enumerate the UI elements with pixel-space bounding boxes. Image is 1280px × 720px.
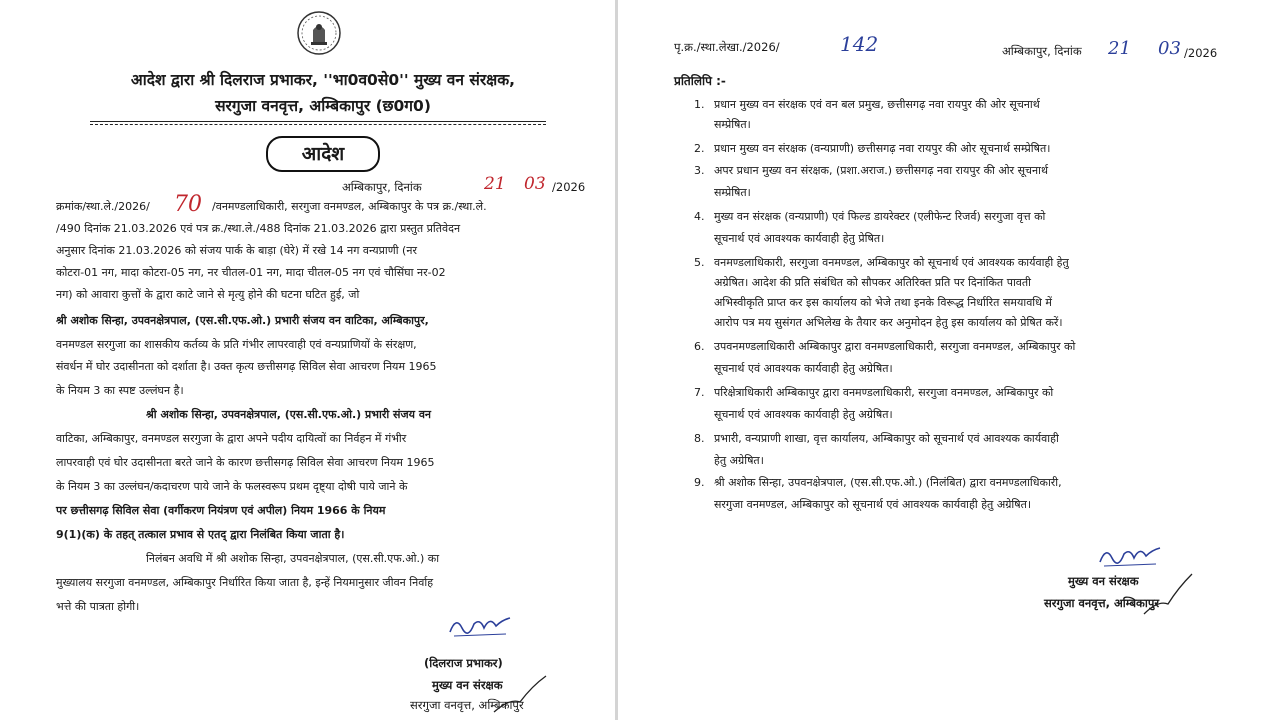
body-line: अनुसार दिनांक 21.03.2026 को संजय पार्क के बाड़ा (घेरे) में रखे 14 नग वन्यप्राणी (नर <box>56 244 417 257</box>
body-line: कोटरा-01 नग, मादा कोटरा-05 नग, नर चीतल-01 नग, मादा चीतल-05 नग एवं चौसिंघा नर-02 <box>56 266 446 279</box>
copy-page <box>620 0 1280 720</box>
copy-ref-number: 142 <box>840 32 879 56</box>
copy-item-number: 4. <box>694 210 705 223</box>
copy-item-line: सूचनार्थ एवं आवश्यक कार्यवाही हेतु अग्रेषित। <box>714 362 893 375</box>
copy-item-line: श्री अशोक सिन्हा, उपवनक्षेत्रपाल, (एस.सी.एफ.ओ.) (निलंबित) द्वारा वनमण्डलाधिकारी, <box>714 476 1062 489</box>
para2-line: के नियम 3 का उल्लंघन/कदाचरण पाये जाने के फलस्वरूप प्रथम दृष्ट्या दोषी पाये जाने के <box>56 480 408 493</box>
signatory-title: मुख्य वन संरक्षक <box>432 678 503 692</box>
signatory-name: (दिलराज प्रभाकर) <box>424 656 503 670</box>
copy-item-line: सम्प्रेषित। <box>714 118 751 131</box>
para2-line: वाटिका, अम्बिकापुर, वनमण्डल सरगुजा के द्वारा अपने पदीय दायित्वों का निर्वहन में गंभीर <box>56 432 407 445</box>
body-line: के नियम 3 का स्पष्ट उल्लंघन है। <box>56 384 184 397</box>
order-date-prefix: अम्बिकापुर, दिनांक <box>342 180 422 194</box>
para2-line: श्री अशोक सिन्हा, उपवनक्षेत्रपाल, (एस.सी.एफ.ओ.) प्रभारी संजय वन <box>146 408 432 421</box>
initials-icon <box>1140 570 1196 620</box>
order-date-day: 21 <box>484 174 506 194</box>
copy-item-line: हेतु अग्रेषित। <box>714 454 764 467</box>
order-ref-prefix: क्रमांक/स्था.ले./2026/ <box>56 200 150 213</box>
page-divider <box>615 0 618 720</box>
copy-date-year: /2026 <box>1184 46 1218 60</box>
order-header-line-2: सरगुजा वनवृत्त, अम्बिकापुर (छ0ग0) <box>215 97 431 115</box>
header-rule <box>90 121 546 122</box>
order-date-year: /2026 <box>552 180 586 194</box>
copy-date-day: 21 <box>1108 38 1131 59</box>
state-emblem-icon <box>296 10 342 56</box>
body-line: नग) को आवारा कुत्तों के द्वारा काटे जाने से मृत्यु होने की घटना घटित हुई, जो <box>56 288 360 301</box>
body-line: वनमण्डल सरगुजा का शासकीय कर्तव्य के प्रति गंभीर लापरवाही एवं वन्यप्राणियों के संरक्षण, <box>56 338 417 351</box>
copy-date-month: 03 <box>1158 38 1181 59</box>
copy-item-line: अपर प्रधान मुख्य वन संरक्षक, (प्रशा.अराज.) छत्तीसगढ़ नवा रायपुर की ओर सूचनार्थ <box>714 164 1049 177</box>
body-line: संवर्धन में घोर उदासीनता को दर्शाता है। उक्त कृत्य छत्तीसगढ़ सिविल सेवा आचरण नियम 1965 <box>56 360 437 373</box>
para3-line: निलंबन अवधि में श्री अशोक सिन्हा, उपवनक्षेत्रपाल, (एस.सी.एफ.ओ.) का <box>146 552 440 565</box>
order-date-month: 03 <box>524 174 546 194</box>
order-title: आदेश <box>266 136 380 172</box>
copy-signatory-title: मुख्य वन संरक्षक <box>1068 574 1139 588</box>
copy-item-line: मुख्य वन संरक्षक (वन्यप्राणी) एवं फिल्ड डायरेक्टर (एलीफेन्ट रिजर्व) सरगुजा वृत्त को <box>714 210 1046 223</box>
copy-item-number: 8. <box>694 432 705 445</box>
copy-item-number: 1. <box>694 98 705 111</box>
copy-item-line: सूचनार्थ एवं आवश्यक कार्यवाही हेतु प्रेषित। <box>714 232 885 245</box>
copy-item-line: अभिस्वीकृति प्राप्त कर इस कार्यालय को भेजे तथा इनके विरूद्ध निर्धारित समयावधि में <box>714 296 1052 309</box>
copy-item-line: प्रधान मुख्य वन संरक्षक (वन्यप्राणी) छत्तीसगढ़ नवा रायपुर की ओर सूचनार्थ सम्प्रेषित। <box>714 142 1051 155</box>
copy-item-line: प्रभारी, वन्यप्राणी शाखा, वृत्त कार्यालय, अम्बिकापुर को सूचनार्थ एवं आवश्यक कार्यवाही <box>714 432 1059 445</box>
para2-line: 9(1)(क) के तहत् तत्काल प्रभाव से एतद् द्वारा निलंबित किया जाता है। <box>56 528 345 541</box>
copy-item-line: परिक्षेत्राधिकारी अम्बिकापुर द्वारा वनमण्डलाधिकारी, सरगुजा वनमण्डल, अम्बिकापुर को <box>714 386 1054 399</box>
body-line: /490 दिनांक 21.03.2026 एवं पत्र क्र./स्था.ले./488 दिनांक 21.03.2026 द्वारा प्रस्तुत प्रतिवेदन <box>56 222 461 235</box>
signature-icon <box>1096 540 1166 570</box>
copy-ref-prefix: पृ.क्र./स्था.लेखा./2026/ <box>674 40 780 54</box>
initials-icon <box>490 672 550 716</box>
copy-item-line: सूचनार्थ एवं आवश्यक कार्यवाही हेतु अग्रेषित। <box>714 408 893 421</box>
copy-item-number: 5. <box>694 256 705 269</box>
copy-item-number: 7. <box>694 386 705 399</box>
copy-item-number: 3. <box>694 164 705 177</box>
copy-date-prefix: अम्बिकापुर, दिनांक <box>1002 44 1082 58</box>
copy-item-line: प्रधान मुख्य वन संरक्षक एवं वन बल प्रमुख, छत्तीसगढ़ नवा रायपुर की ओर सूचनार्थ <box>714 98 1040 111</box>
copy-item-line: आरोप पत्र मय सुसंगत अभिलेख के तैयार कर अनुमोदन हेतु इस कार्यालय को प्रेषित करें। <box>714 316 1063 329</box>
copy-item-line: वनमण्डलाधिकारी, सरगुजा वनमण्डल, अम्बिकापुर को सूचनार्थ एवं आवश्यक कार्यवाही हेतु <box>714 256 1069 269</box>
body-line: श्री अशोक सिन्हा, उपवनक्षेत्रपाल, (एस.सी.एफ.ओ.) प्रभारी संजय वन वाटिका, अम्बिकापुर, <box>56 314 429 327</box>
copy-heading: प्रतिलिपि :- <box>674 74 726 88</box>
copy-item-number: 9. <box>694 476 705 489</box>
copy-item-line: उपवनमण्डलाधिकारी अम्बिकापुर द्वारा वनमण्डलाधिकारी, सरगुजा वनमण्डल, अम्बिकापुर को <box>714 340 1076 353</box>
signature-icon <box>446 610 516 640</box>
para3-line: भत्ते की पात्रता होगी। <box>56 600 140 613</box>
signatory-place: सरगुजा वनवृत्त, अम्बिकापुर <box>410 698 524 712</box>
order-page <box>0 0 615 720</box>
order-header-line-1: आदेश द्वारा श्री दिलराज प्रभाकर, ''भा0व0से0'' मुख्य वन संरक्षक, <box>130 71 516 89</box>
copy-item-line: सरगुजा वनमण्डल, अम्बिकापुर को सूचनार्थ एवं आवश्यक कार्यवाही हेतु अग्रेषित। <box>714 498 1032 511</box>
copy-item-line: सम्प्रेषित। <box>714 186 751 199</box>
copy-signatory-place: सरगुजा वनवृत्त, अम्बिकापुर <box>1044 596 1160 610</box>
copy-item-number: 2. <box>694 142 705 155</box>
copy-item-number: 6. <box>694 340 705 353</box>
order-ref-number: 70 <box>174 192 202 217</box>
header-rule-dashed <box>90 124 546 125</box>
para2-line: लापरवाही एवं घोर उदासीनता बरते जाने के कारण छत्तीसगढ़ सिविल सेवा आचरण नियम 1965 <box>56 456 435 469</box>
body-line: /वनमण्डलाधिकारी, सरगुजा वनमण्डल, अम्बिकापुर के पत्र क्र./स्था.ले. <box>212 200 487 213</box>
copy-item-line: अग्रेषित। आदेश की प्रति संबंधित को सौपकर अतिरिक्त प्रति पर दिनांकित पावती <box>714 276 1032 289</box>
para2-line: पर छत्तीसगढ़ सिविल सेवा (वर्गीकरण नियंत्रण एवं अपील) नियम 1966 के नियम <box>56 504 386 517</box>
para3-line: मुख्यालय सरगुजा वनमण्डल, अम्बिकापुर निर्धारित किया जाता है, इन्हें नियमानुसार जीवन निर्वाह <box>56 576 434 589</box>
